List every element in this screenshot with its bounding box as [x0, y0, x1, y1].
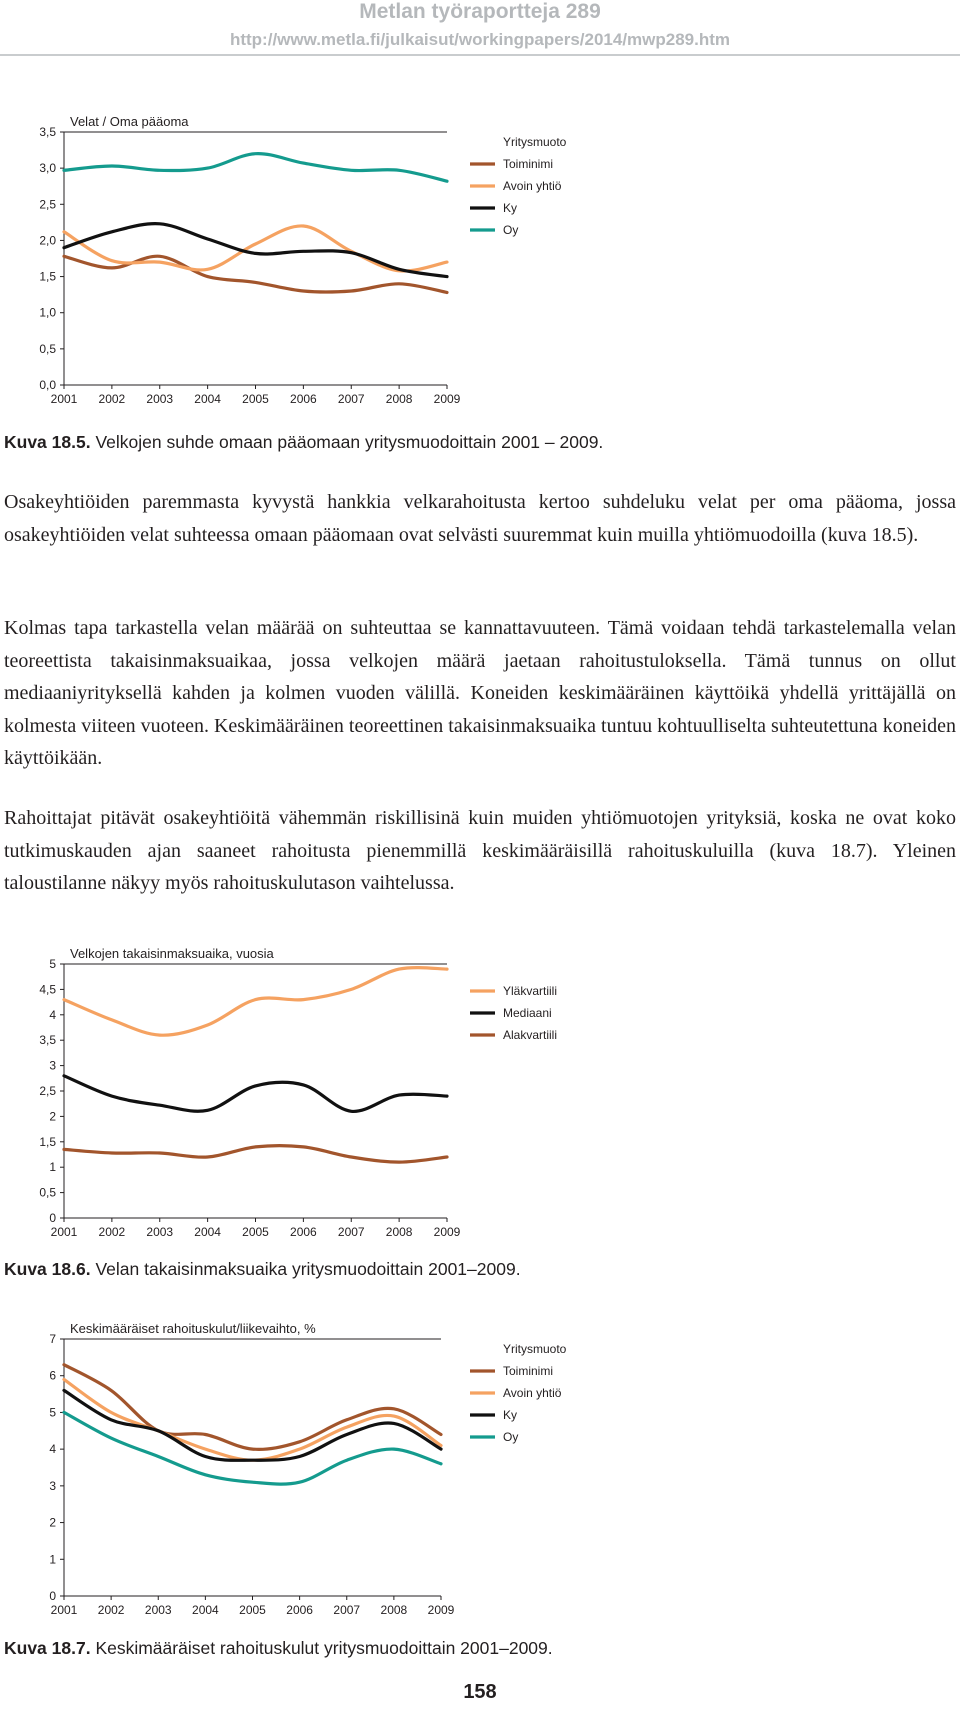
y-tick-label: 3 [49, 1478, 56, 1493]
x-tick-label: 2002 [97, 1603, 125, 1617]
legend-label-3: Ky [503, 1408, 518, 1422]
y-tick-label: 0,5 [39, 341, 56, 356]
y-tick-label: 3 [49, 1058, 56, 1073]
header-url[interactable]: http://www.metla.fi/julkaisut/workingpapers/2014/mwp289.htm [229, 30, 731, 49]
y-tick-label: 6 [49, 1368, 56, 1383]
y-tick-label: 1 [49, 1552, 56, 1567]
x-tick-label: 2003 [144, 1603, 172, 1617]
x-tick-label: 2004 [192, 1603, 219, 1617]
y-tick-label: 2 [49, 1515, 56, 1530]
x-tick-label: 2006 [290, 392, 317, 406]
legend-label-1: Yläkvartiili [503, 984, 558, 998]
series-line-3 [64, 1146, 447, 1162]
header-rule [0, 54, 960, 56]
x-tick-label: 2008 [385, 1225, 413, 1239]
y-tick-label: 1 [49, 1160, 56, 1175]
chart-financing-costs [0, 1305, 960, 1635]
y-tick-label: 0,0 [39, 378, 56, 392]
x-tick-label: 2003 [146, 1225, 174, 1239]
y-tick-label: 2,5 [39, 1084, 56, 1098]
paragraph-1: Osakeyhtiöiden paremmasta kyvystä hankkia velkarahoitusta kertoo suhdeluku velat per oma pääoma, jossa osakeyhtiöiden velat suhteessa omaan pääomaan ovat selvästi suuremmat kuin muilla yhtiömuodoilla (kuva 18.5). [4, 491, 956, 546]
legend-title: Yritysmuoto [503, 135, 567, 149]
x-tick-label: 2004 [194, 392, 221, 406]
page-number: 158 [463, 1681, 497, 1703]
figure-caption-18-6: Kuva 18.6. Velan takaisinmaksuaika yritysmuodoittain 2001–2009. [4, 1259, 521, 1279]
x-tick-label: 2007 [333, 1603, 361, 1617]
x-tick-label: 2002 [98, 1225, 126, 1239]
legend-label-1: Toiminimi [503, 157, 554, 171]
y-tick-label: 2 [49, 1109, 56, 1124]
legend-title: Yritysmuoto [503, 1342, 567, 1356]
legend-label-1: Toiminimi [503, 1364, 554, 1378]
x-tick-label: 2008 [385, 392, 413, 406]
legend-label-2: Mediaani [503, 1006, 552, 1020]
y-tick-label: 1,5 [39, 269, 56, 284]
legend-label-3: Alakvartiili [503, 1028, 558, 1042]
y-tick-label: 2,5 [39, 197, 56, 212]
x-tick-label: 2005 [242, 1225, 269, 1239]
y-tick-label: 0 [49, 1589, 56, 1603]
x-tick-label: 2001 [50, 1225, 78, 1239]
series-line-1 [64, 968, 447, 1036]
legend-label-4: Oy [503, 1430, 519, 1444]
series-title: Metlan työraportteja 289 [359, 0, 601, 23]
y-tick-label: 3,5 [39, 125, 56, 139]
y-tick-label: 1,0 [39, 305, 56, 320]
y-tick-label: 4,5 [39, 982, 56, 997]
x-tick-label: 2001 [50, 1603, 78, 1617]
x-tick-label: 2002 [98, 392, 126, 406]
y-tick-label: 7 [49, 1332, 56, 1346]
series-line-4 [64, 154, 447, 182]
y-tick-label: 3,0 [39, 161, 56, 176]
x-tick-label: 2008 [380, 1603, 408, 1617]
x-tick-label: 2005 [239, 1603, 266, 1617]
figure-caption-18-7: Kuva 18.7. Keskimääräiset rahoituskulut yritysmuodoittain 2001–2009. [4, 1638, 553, 1658]
y-tick-label: 4 [49, 1007, 56, 1022]
y-tick-label: 4 [49, 1442, 56, 1457]
chart-debt-equity [0, 100, 960, 420]
chart-title: Keskimääräiset rahoituskulut/liikevaihto, % [70, 1321, 316, 1336]
x-tick-label: 2001 [50, 392, 78, 406]
y-tick-label: 3,5 [39, 1033, 56, 1048]
x-tick-label: 2006 [290, 1225, 317, 1239]
paragraph-2: Kolmas tapa tarkastella velan määrää on suhteuttaa se kannattavuuteen. Tämä voidaan tehdä tarkastelemalla velan teoreettista takaisinmaksuaikaa, jossa velkojen määrä jaetaan rahoitustuloksella. Tämä tunnus on ollut mediaaniyrityksellä kahden ja kolmen vuoden välillä. Koneiden keskimääräinen käyttöikä yhdellä yrittäjällä on kolmesta viiteen vuoteen. Keskimääräinen teoreettinen takaisinmaksuaika tuntuu kohtuulliselta suhteutettuna koneiden käyttöikään. [4, 617, 956, 769]
x-tick-label: 2004 [194, 1225, 221, 1239]
paragraph-3: Rahoittajat pitävät osakeyhtiöitä vähemmän riskillisinä kuin muiden yhtiömuotojen yrityksiä, koska ne ovat koko tutkimuskauden ajan saaneet rahoitusta pienemmillä keskimääräisillä rahoituskuluilla (kuva 18.7). Yleinen taloustilanne näkyy myös rahoituskulutason vaihtelussa. [4, 807, 956, 894]
legend-label-2: Avoin yhtiö [503, 1386, 562, 1400]
x-tick-label: 2006 [286, 1603, 313, 1617]
legend-label-4: Oy [503, 223, 519, 237]
y-tick-label: 5 [49, 1405, 56, 1420]
x-tick-label: 2005 [242, 392, 269, 406]
y-tick-label: 5 [49, 957, 56, 971]
legend-label-2: Avoin yhtiö [503, 179, 562, 193]
x-tick-label: 2007 [337, 1225, 365, 1239]
chart-repayment-time [0, 935, 960, 1255]
y-tick-label: 2,0 [39, 233, 56, 248]
chart-title: Velat / Oma pääoma [70, 114, 189, 129]
chart-title: Velkojen takaisinmaksuaika, vuosia [70, 946, 274, 961]
x-tick-label: 2009 [427, 1603, 455, 1617]
series-line-2 [64, 1076, 447, 1112]
y-tick-label: 1,5 [39, 1134, 56, 1149]
y-tick-label: 0,5 [39, 1185, 56, 1200]
series-line-2 [64, 226, 447, 271]
figure-caption-18-5: Kuva 18.5. Velkojen suhde omaan pääomaan yritysmuodoittain 2001 – 2009. [4, 432, 604, 452]
x-tick-label: 2009 [433, 1225, 461, 1239]
x-tick-label: 2009 [433, 392, 461, 406]
series-line-1 [64, 1365, 441, 1450]
x-tick-label: 2007 [337, 392, 365, 406]
legend-label-3: Ky [503, 201, 518, 215]
y-tick-label: 0 [49, 1211, 56, 1225]
x-tick-label: 2003 [146, 392, 174, 406]
